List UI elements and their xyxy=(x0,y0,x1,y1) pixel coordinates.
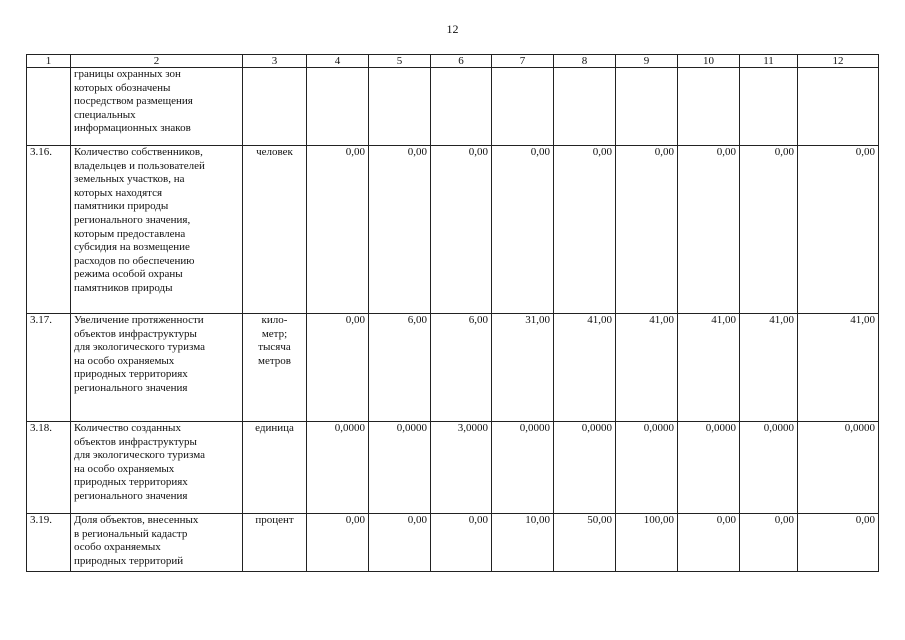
row-value: 0,00 xyxy=(740,146,798,314)
row-index: 3.19. xyxy=(27,514,71,572)
column-number: 2 xyxy=(71,55,243,68)
row-value: 0,00 xyxy=(616,146,678,314)
row-value: 6,00 xyxy=(369,314,431,422)
row-value: 0,00 xyxy=(307,146,369,314)
row-value xyxy=(307,68,369,146)
row-indicator-name: Доля объектов, внесенных в региональный кадастр особо охраняемых природных территорий xyxy=(71,514,243,572)
row-value: 0,0000 xyxy=(798,422,879,514)
row-value: 0,0000 xyxy=(492,422,554,514)
row-value: 10,00 xyxy=(492,514,554,572)
row-value: 0,00 xyxy=(678,146,740,314)
column-number: 1 xyxy=(27,55,71,68)
row-value xyxy=(369,68,431,146)
row-value: 0,00 xyxy=(307,314,369,422)
column-number: 11 xyxy=(740,55,798,68)
row-value: 41,00 xyxy=(616,314,678,422)
table-row xyxy=(27,146,879,314)
row-value: 41,00 xyxy=(554,314,616,422)
row-value xyxy=(740,68,798,146)
column-number: 5 xyxy=(369,55,431,68)
row-value: 0,00 xyxy=(798,514,879,572)
row-indicator-name: Количество созданных объектов инфраструктуры для экологического туризма на особо охраняемых природных территориях регионального значения xyxy=(71,422,243,514)
column-number: 8 xyxy=(554,55,616,68)
row-value: 41,00 xyxy=(740,314,798,422)
row-value xyxy=(492,68,554,146)
row-value: 0,00 xyxy=(740,514,798,572)
row-value: 0,00 xyxy=(678,514,740,572)
column-number: 3 xyxy=(243,55,307,68)
row-index xyxy=(27,68,71,146)
column-number: 7 xyxy=(492,55,554,68)
row-value: 0,00 xyxy=(307,514,369,572)
table-row xyxy=(27,514,879,572)
indicators-table xyxy=(26,54,879,572)
table-row xyxy=(27,68,879,146)
row-value: 0,00 xyxy=(554,146,616,314)
row-value: 0,00 xyxy=(431,146,492,314)
column-number: 6 xyxy=(431,55,492,68)
row-value: 0,0000 xyxy=(740,422,798,514)
row-index: 3.18. xyxy=(27,422,71,514)
row-indicator-name: границы охранных зон которых обозначены посредством размещения специальных информационных знаков xyxy=(71,68,243,146)
table-row xyxy=(27,422,879,514)
row-value: 0,0000 xyxy=(554,422,616,514)
row-value: 0,0000 xyxy=(678,422,740,514)
row-value: 0,00 xyxy=(798,146,879,314)
row-value: 3,0000 xyxy=(431,422,492,514)
row-unit: кило- метр; тысяча метров xyxy=(243,314,307,422)
row-value: 41,00 xyxy=(798,314,879,422)
row-value: 41,00 xyxy=(678,314,740,422)
row-unit: процент xyxy=(243,514,307,572)
row-value: 0,00 xyxy=(369,146,431,314)
column-number: 10 xyxy=(678,55,740,68)
row-index: 3.16. xyxy=(27,146,71,314)
row-value: 6,00 xyxy=(431,314,492,422)
row-value xyxy=(616,68,678,146)
row-unit: человек xyxy=(243,146,307,314)
row-indicator-name: Увеличение протяженности объектов инфраструктуры для экологического туризма на особо охраняемых природных территориях регионального значения xyxy=(71,314,243,422)
row-indicator-name: Количество собственников, владельцев и пользователей земельных участков, на которых находятся памятники природы регионального значения, которым предоставлена субсидия на возмещение расходов по обеспечению режима особой охраны памятников природы xyxy=(71,146,243,314)
row-value xyxy=(431,68,492,146)
row-value: 0,0000 xyxy=(616,422,678,514)
table-row xyxy=(27,314,879,422)
row-value xyxy=(554,68,616,146)
row-value: 0,0000 xyxy=(307,422,369,514)
row-value: 0,00 xyxy=(431,514,492,572)
row-value: 0,00 xyxy=(492,146,554,314)
column-number: 12 xyxy=(798,55,879,68)
row-value xyxy=(678,68,740,146)
row-value: 50,00 xyxy=(554,514,616,572)
row-unit: единица xyxy=(243,422,307,514)
row-value: 0,00 xyxy=(369,514,431,572)
page-number: 12 xyxy=(446,22,459,36)
column-number-row xyxy=(27,55,879,68)
row-unit xyxy=(243,68,307,146)
row-index: 3.17. xyxy=(27,314,71,422)
row-value: 0,0000 xyxy=(369,422,431,514)
row-value xyxy=(798,68,879,146)
column-number: 9 xyxy=(616,55,678,68)
column-number: 4 xyxy=(307,55,369,68)
row-value: 100,00 xyxy=(616,514,678,572)
row-value: 31,00 xyxy=(492,314,554,422)
